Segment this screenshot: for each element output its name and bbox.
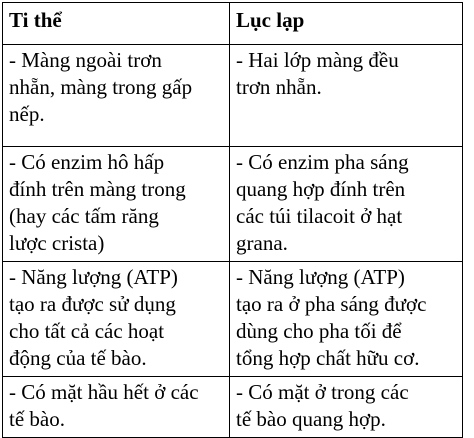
cell-mitochondria-energy: - Năng lượng (ATP) tạo ra được sử dụng cho tất cả các hoạt động của tế bào. <box>3 262 230 377</box>
cell-mitochondria-enzyme: - Có enzim hô hấp đính trên màng trong (hay các tấm răng lược crista) <box>3 147 230 262</box>
table-row <box>3 147 463 262</box>
cell-mitochondria-membrane: - Màng ngoài trơn nhẵn, màng trong gấp nếp. <box>3 45 230 147</box>
cell-chloroplast-energy: - Năng lượng (ATP) tạo ra ở pha sáng được dùng cho pha tối để tổng hợp chất hữu cơ. <box>230 262 463 377</box>
table-row <box>3 262 463 377</box>
table-row <box>3 45 463 147</box>
header-chloroplast: Lục lạp <box>230 3 463 45</box>
comparison-table <box>2 2 463 438</box>
header-row <box>3 3 463 45</box>
cell-chloroplast-presence: - Có mặt ở trong các tế bào quang hợp. <box>230 377 463 438</box>
cell-chloroplast-membrane: - Hai lớp màng đều trơn nhẵn. <box>230 45 463 147</box>
table-row <box>3 377 463 438</box>
cell-mitochondria-presence: - Có mặt hầu hết ở các tế bào. <box>3 377 230 438</box>
header-mitochondria: Ti thể <box>3 3 230 45</box>
cell-chloroplast-enzyme: - Có enzim pha sáng quang hợp đính trên các túi tilacoit ở hạt grana. <box>230 147 463 262</box>
